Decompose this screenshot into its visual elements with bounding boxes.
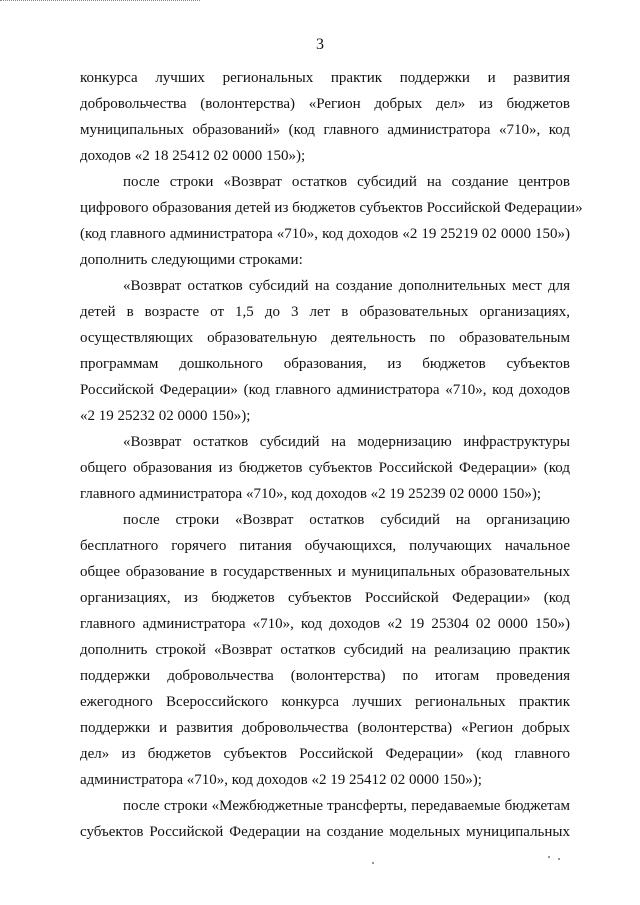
scan-speck [372,862,374,864]
scan-speck [548,856,550,858]
text-line: после строки «Межбюджетные трансферты, передаваемые бюджетам [123,798,570,814]
text-line: (код главного администратора «710», код доходов «2 19 25219 02 0000 150») [80,226,570,242]
text-line: поддержки добровольчества (волонтерства) по итогам проведения [80,668,570,684]
text-line: субъектов Российской Федерации на создание модельных муниципальных [80,824,570,840]
text-line: «2 19 25232 02 0000 150»); [80,408,251,424]
text-line: муниципальных образований» (код главного администратора «710», код [80,122,570,138]
text-line: организациях, из бюджетов субъектов Российской Федерации» (код [80,590,570,606]
text-line: дополнить следующими строками: [80,252,303,268]
text-line: общее образование в государственных и муниципальных образовательных [80,564,570,580]
text-line: бесплатного горячего питания обучающихся, получающих начальное [80,538,570,554]
text-line: добровольчества (волонтерства) «Регион добрых дел» из бюджетов [80,96,570,112]
text-line: главного администратора «710», код доходов «2 19 25239 02 0000 150»); [80,486,542,502]
text-line: главного администратора «710», код доходов «2 19 25304 02 0000 150») [80,616,570,632]
text-line: дел» из бюджетов субъектов Российской Федерации» (код главного [80,746,570,762]
text-line: после строки «Возврат остатков субсидий на создание центров [123,174,570,190]
text-line: программам дошкольного образования, из бюджетов субъектов [80,356,570,372]
scan-speck [558,858,560,860]
text-line: осуществляющих образовательную деятельность по образовательным [80,330,570,346]
text-line: дополнить строкой «Возврат остатков субсидий на реализацию практик [80,642,570,658]
text-line: поддержки и развития добровольчества (волонтерства) «Регион добрых [80,720,570,736]
scan-top-edge [0,0,200,2]
page-number: 3 [316,36,324,53]
text-line: ежегодного Всероссийского конкурса лучших региональных практик [80,694,570,710]
text-line: администратора «710», код доходов «2 19 25412 02 0000 150»); [80,772,482,788]
text-line: доходов «2 18 25412 02 0000 150»); [80,148,306,164]
text-line: общего образования из бюджетов субъектов Российской Федерации» (код [80,460,570,476]
text-line: цифрового образования детей из бюджетов субъектов Российской Федерации» [80,200,583,216]
text-line: «Возврат остатков субсидий на модернизацию инфраструктуры [123,434,570,450]
text-line: конкурса лучших региональных практик поддержки и развития [80,70,570,86]
text-line: после строки «Возврат остатков субсидий на организацию [123,512,570,528]
text-line: детей в возрасте от 1,5 до 3 лет в образовательных организациях, [80,304,570,320]
text-line: Российской Федерации» (код главного администратора «710», код доходов [80,382,570,398]
text-line: «Возврат остатков субсидий на создание дополнительных мест для [123,278,570,294]
